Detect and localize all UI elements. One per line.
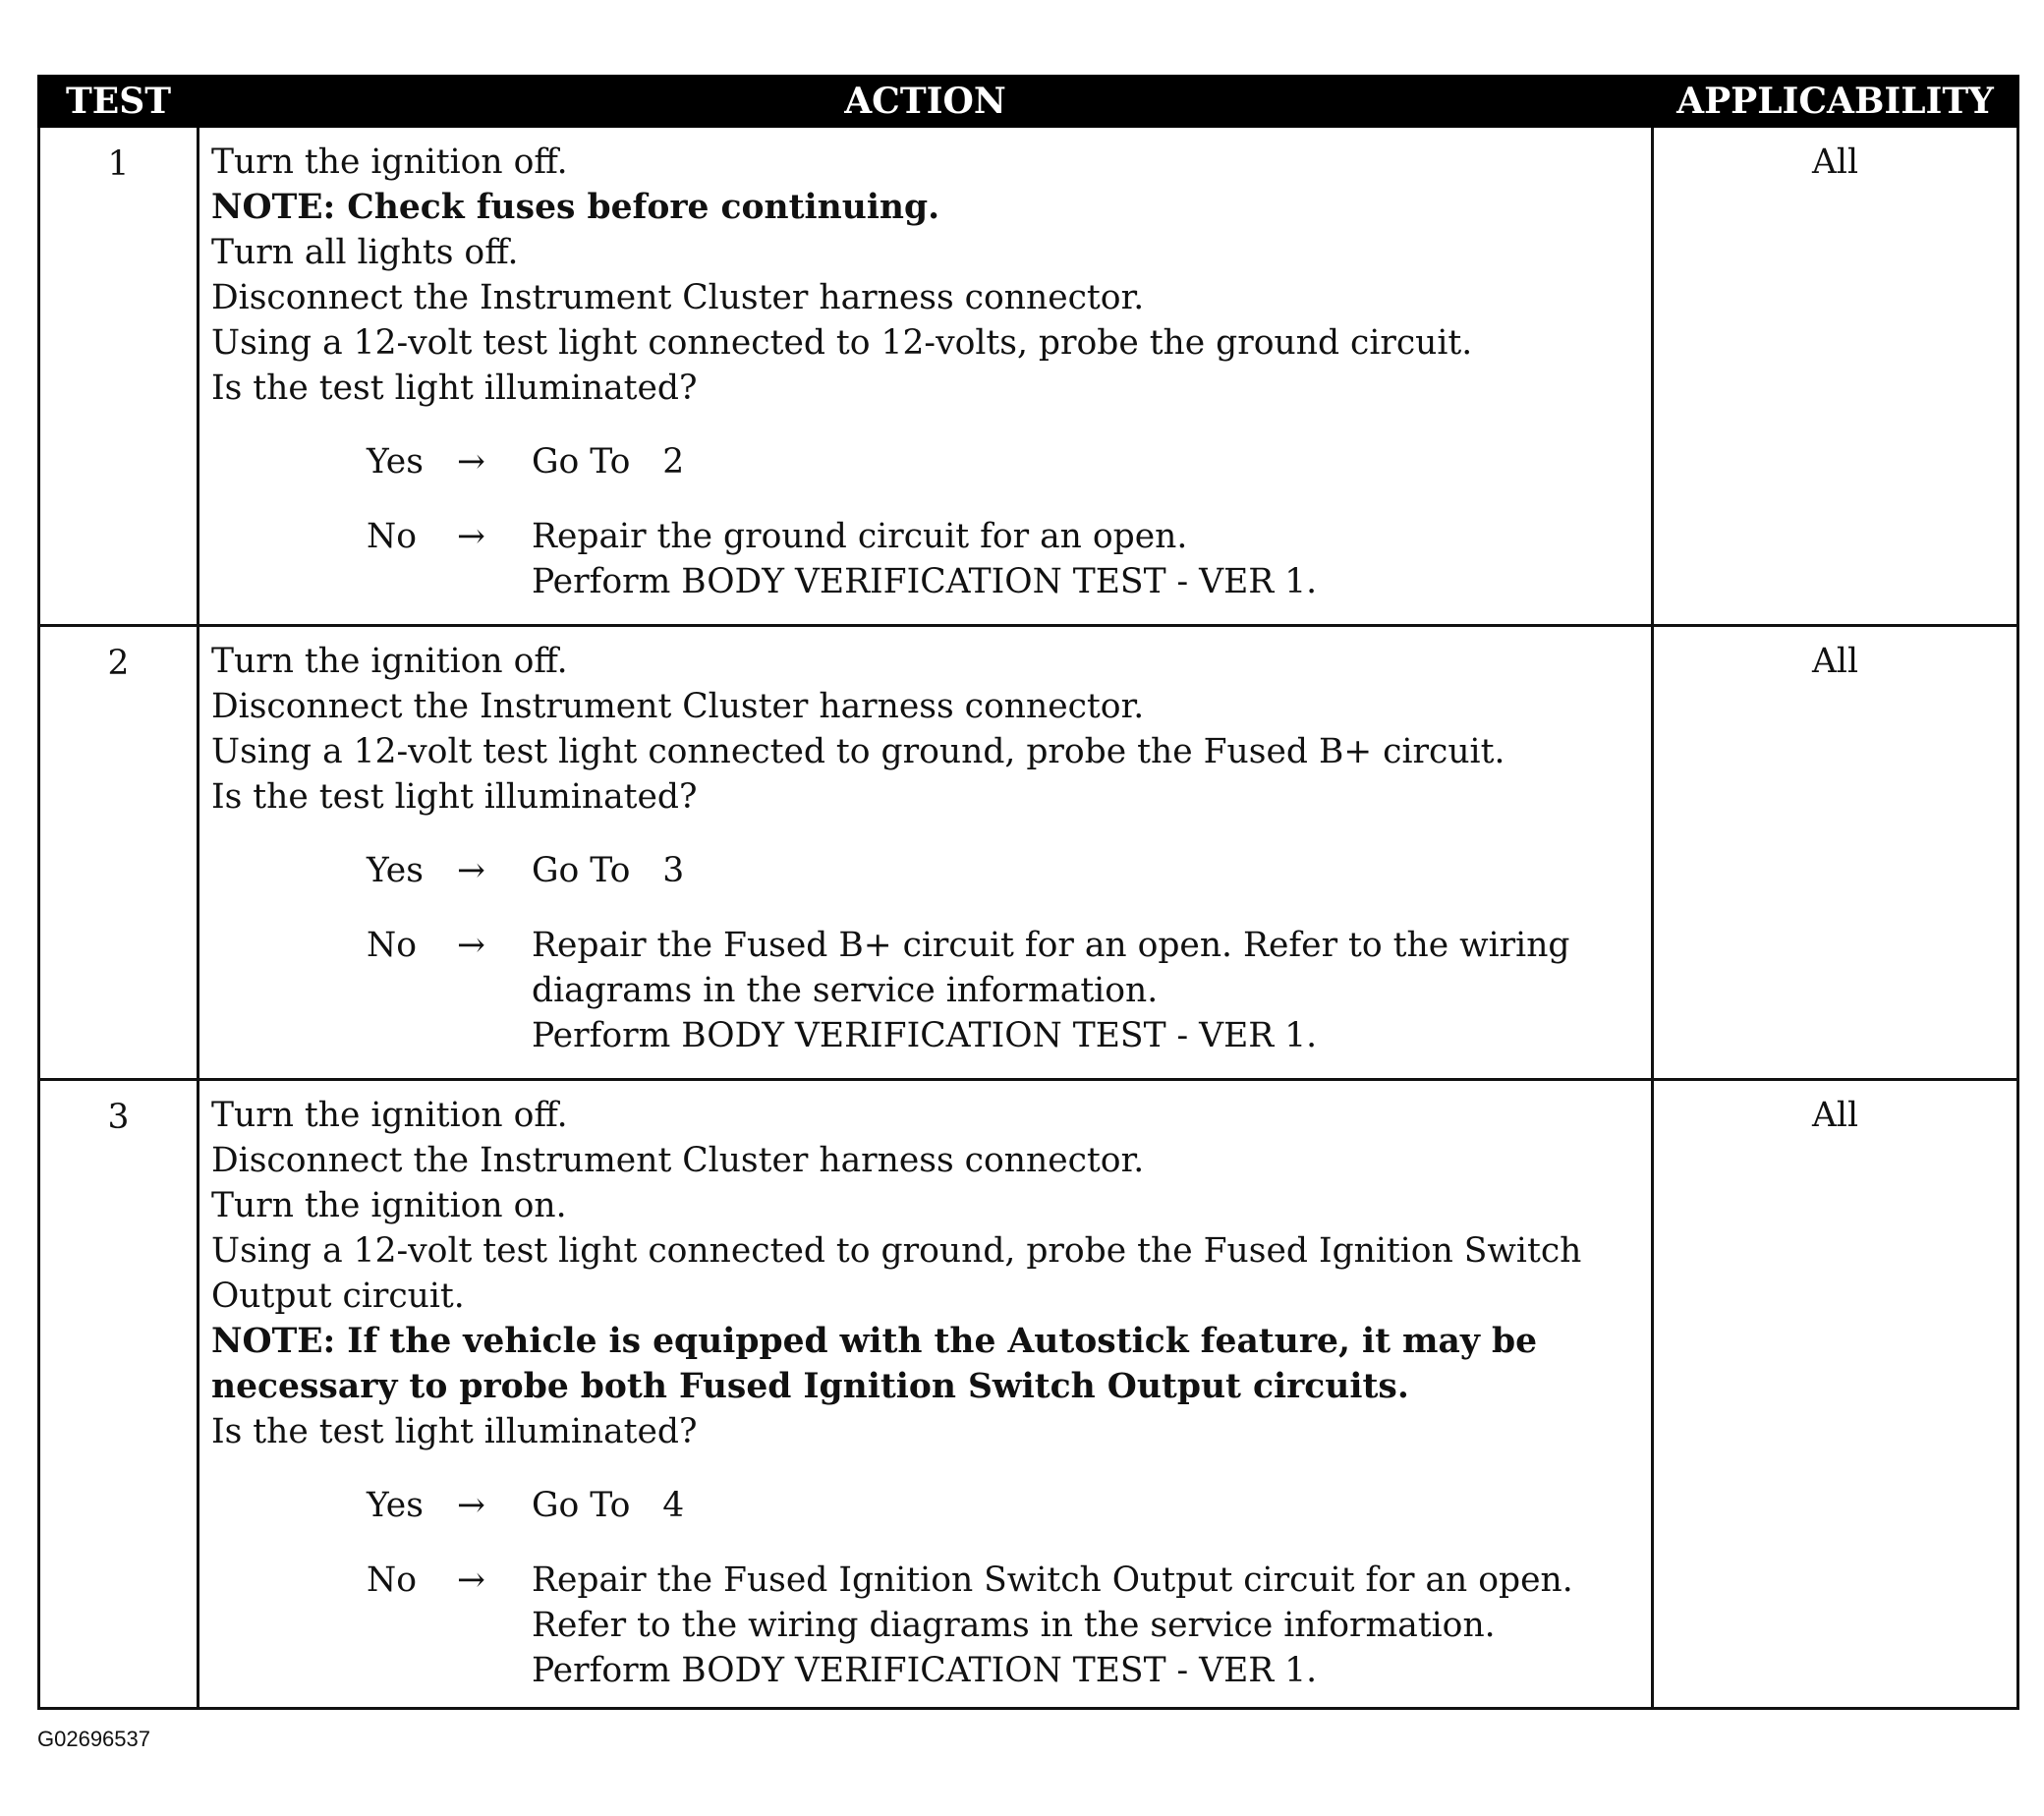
action-line: Using a 12-volt test light connected to ground, probe the Fused B+ circuit. bbox=[211, 732, 1505, 771]
no-result bbox=[532, 923, 1641, 1058]
table-row bbox=[39, 1080, 2018, 1709]
no-branch bbox=[367, 514, 1641, 604]
yes-label: Yes bbox=[367, 442, 424, 482]
no-result bbox=[532, 514, 1641, 604]
result-line: Repair the ground circuit for an open. bbox=[532, 517, 1188, 556]
yes-result bbox=[532, 439, 1641, 484]
result-line: Perform BODY VERIFICATION TEST - VER 1. bbox=[532, 1651, 1318, 1690]
arrow-icon: → bbox=[457, 926, 485, 965]
table-row bbox=[39, 626, 2018, 1080]
action-line: Is the test light illuminated? bbox=[211, 369, 698, 408]
result-line: Repair the Fused B+ circuit for an open. Refer to the wiring bbox=[532, 926, 1570, 965]
action-line: Using a 12-volt test light connected to ground, probe the Fused Ignition Switch bbox=[211, 1231, 1582, 1271]
test-number: 2 bbox=[39, 626, 199, 1080]
no-label: No bbox=[367, 517, 417, 556]
yes-branch bbox=[367, 848, 1641, 893]
no-label: No bbox=[367, 926, 417, 965]
yes-label: Yes bbox=[367, 1486, 424, 1525]
action-line: Disconnect the Instrument Cluster harness connector. bbox=[211, 687, 1145, 726]
test-number: 1 bbox=[39, 127, 199, 626]
figure-id: G02696537 bbox=[37, 1727, 150, 1751]
action-cell bbox=[199, 1080, 1653, 1709]
action-cell bbox=[199, 626, 1653, 1080]
action-line: Turn the ignition off. bbox=[211, 1096, 568, 1135]
result-line: Refer to the wiring diagrams in the service information. bbox=[532, 1606, 1496, 1645]
arrow-icon: → bbox=[457, 851, 485, 890]
note-line: NOTE: Check fuses before continuing. bbox=[211, 188, 940, 227]
result-line: Perform BODY VERIFICATION TEST - VER 1. bbox=[532, 1016, 1318, 1055]
yes-branch bbox=[367, 439, 1641, 484]
result-line: Perform BODY VERIFICATION TEST - VER 1. bbox=[532, 562, 1318, 601]
result-line: diagrams in the service information. bbox=[532, 971, 1159, 1010]
yes-result bbox=[532, 1483, 1641, 1528]
arrow-icon: → bbox=[457, 442, 485, 482]
table-row bbox=[39, 127, 2018, 626]
arrow-icon: → bbox=[457, 1561, 485, 1600]
yes-branch bbox=[367, 1483, 1641, 1528]
table-header-row bbox=[39, 77, 2018, 127]
action-line: Disconnect the Instrument Cluster harness connector. bbox=[211, 278, 1145, 317]
result-line: Go To 2 bbox=[532, 442, 685, 482]
action-line: Turn the ignition off. bbox=[211, 642, 568, 681]
arrow-icon: → bbox=[457, 517, 485, 556]
applicability-cell: All bbox=[1653, 127, 2018, 626]
applicability-cell: All bbox=[1653, 1080, 2018, 1709]
action-line: Turn all lights off. bbox=[211, 233, 519, 272]
note-line: NOTE: If the vehicle is equipped with the Autostick feature, it may be bbox=[211, 1322, 1538, 1361]
note-line: necessary to probe both Fused Ignition Switch Output circuits. bbox=[211, 1367, 1409, 1406]
action-line: Using a 12-volt test light connected to 12-volts, probe the ground circuit. bbox=[211, 323, 1473, 363]
test-number: 3 bbox=[39, 1080, 199, 1709]
action-line: Turn the ignition on. bbox=[211, 1186, 567, 1225]
no-result bbox=[532, 1558, 1641, 1693]
arrow-icon: → bbox=[457, 1486, 485, 1525]
header-test: TEST bbox=[39, 77, 199, 127]
no-branch bbox=[367, 923, 1641, 1058]
action-line: Is the test light illuminated? bbox=[211, 1412, 698, 1451]
header-applicability: APPLICABILITY bbox=[1653, 77, 2018, 127]
action-line: Disconnect the Instrument Cluster harness connector. bbox=[211, 1141, 1145, 1180]
header-action: ACTION bbox=[199, 77, 1653, 127]
no-branch bbox=[367, 1558, 1641, 1693]
applicability-cell: All bbox=[1653, 626, 2018, 1080]
result-line: Repair the Fused Ignition Switch Output circuit for an open. bbox=[532, 1561, 1573, 1600]
action-line: Turn the ignition off. bbox=[211, 142, 568, 182]
yes-label: Yes bbox=[367, 851, 424, 890]
action-line: Is the test light illuminated? bbox=[211, 777, 698, 817]
result-line: Go To 3 bbox=[532, 851, 685, 890]
action-line: Output circuit. bbox=[211, 1277, 465, 1316]
no-label: No bbox=[367, 1561, 417, 1600]
action-cell bbox=[199, 127, 1653, 626]
yes-result bbox=[532, 848, 1641, 893]
result-line: Go To 4 bbox=[532, 1486, 685, 1525]
diagnostic-test-table bbox=[37, 75, 2019, 1710]
